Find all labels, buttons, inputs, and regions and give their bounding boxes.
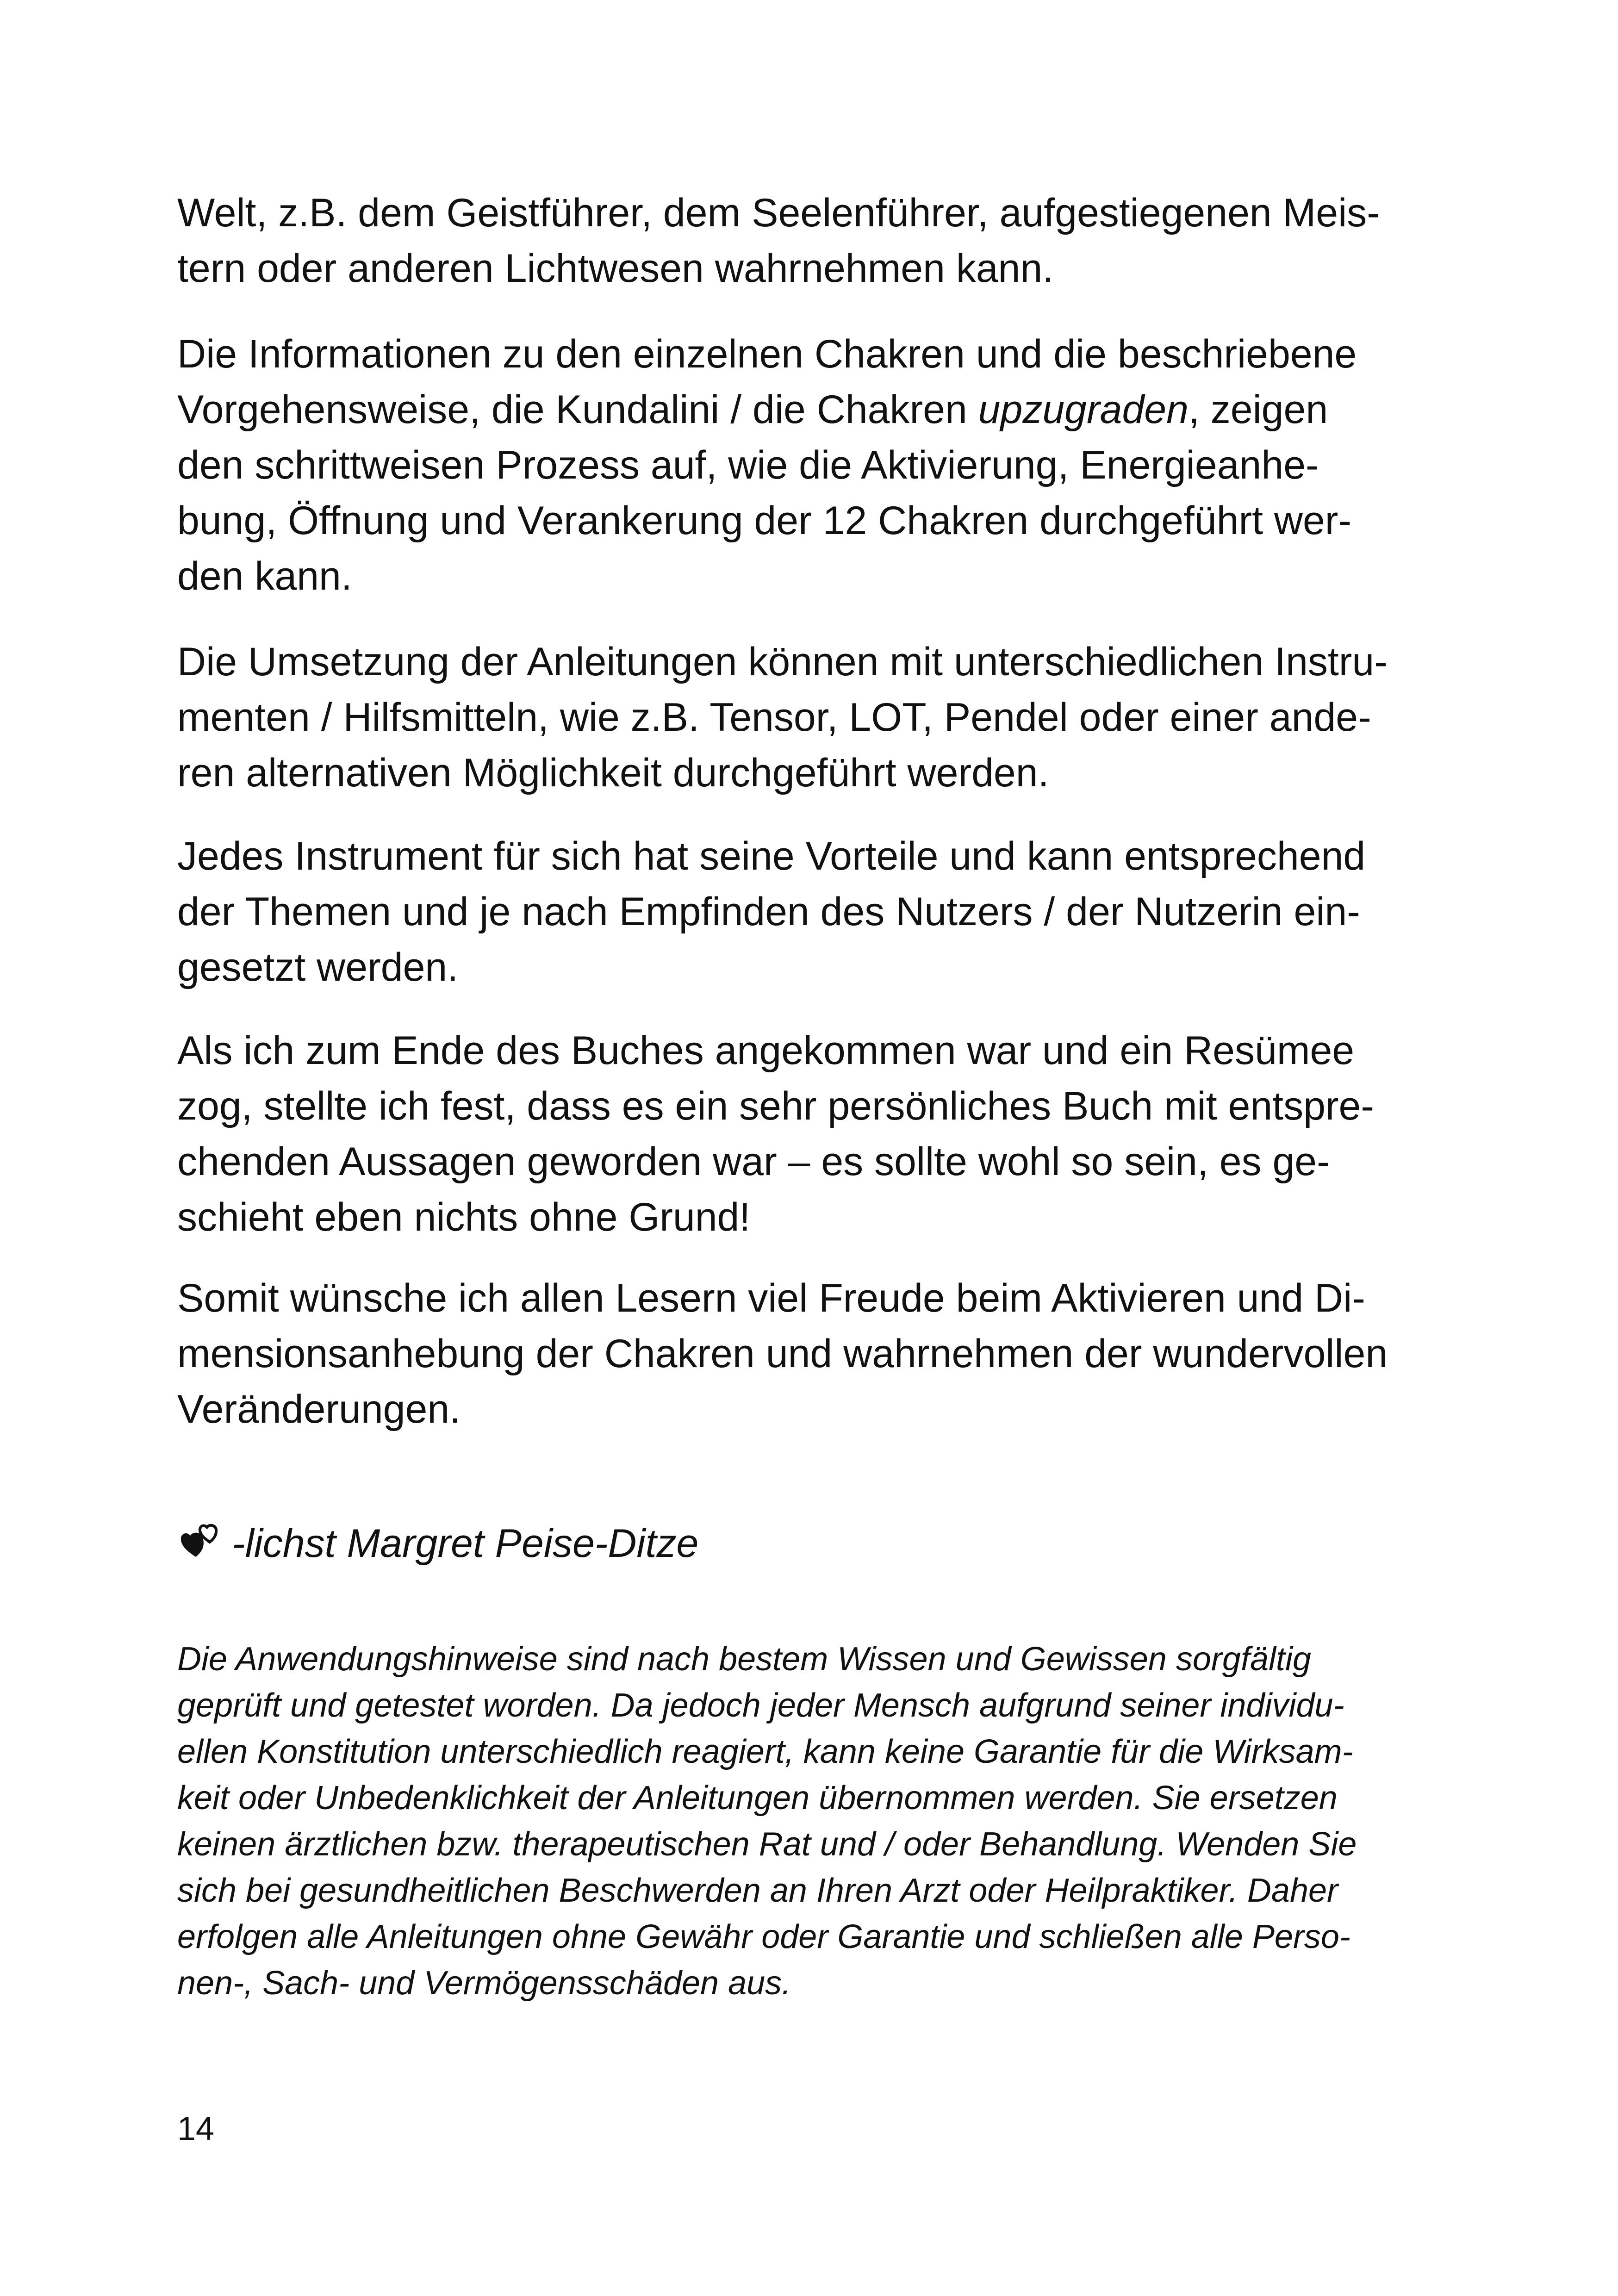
paragraph-2-line-2	[177, 382, 1328, 437]
page-number: 14	[177, 2110, 215, 2147]
paragraph-5-line-1: Als ich zum Ende des Buches angekommen war und ein Resümee	[177, 1028, 1355, 1073]
paragraph-5-line-3: chenden Aussagen geworden war – es sollte wohl so sein, es ge-	[177, 1139, 1330, 1184]
paragraph-4-line-2: der Themen und je nach Empfinden des Nutzers / der Nutzerin ein-	[177, 890, 1360, 934]
paragraph-2-line-2-end: , zeigen	[1188, 387, 1328, 432]
signature-text: -lichst Margret Peise-Ditze	[232, 1521, 699, 1566]
disclaimer-line-4: keit oder Unbedenklichkeit der Anleitungen übernommen werden. Sie ersetzen	[177, 1780, 1338, 1817]
paragraph-4-line-3: gesetzt werden.	[177, 945, 459, 989]
disclaimer-line-5: keinen ärztlichen bzw. therapeutischen Rat und / oder Behandlung. Wenden Sie	[177, 1826, 1357, 1863]
paragraph-4-line-1: Jedes Instrument für sich hat seine Vorteile und kann entsprechend	[177, 834, 1366, 878]
signature	[177, 1513, 698, 1574]
disclaimer-line-1: Die Anwendungshinweise sind nach bestem Wissen und Gewissen sorgfältig	[177, 1641, 1312, 1678]
disclaimer-line-3: ellen Konstitution unterschiedlich reagiert, kann keine Garantie für die Wirksam-	[177, 1733, 1353, 1770]
paragraph-6-line-2: mensionsanhebung der Chakren und wahrnehmen der wundervollen	[177, 1332, 1388, 1376]
paragraph-3-line-1: Die Umsetzung der Anleitungen können mit unterschiedlichen Instru-	[177, 640, 1388, 684]
paragraph-2-line-5: den kann.	[177, 554, 352, 598]
paragraph-1-line-1: Welt, z.B. dem Geistführer, dem Seelenführer, aufgestiegenen Meis-	[177, 191, 1380, 235]
paragraph-6-line-1: Somit wünsche ich allen Lesern viel Freude beim Aktivieren und Di-	[177, 1276, 1365, 1320]
paragraph-1-line-2: tern oder anderen Lichtwesen wahrnehmen kann.	[177, 246, 1054, 291]
paragraph-2-line-3: den schrittweisen Prozess auf, wie die Aktivierung, Energieanhe-	[177, 443, 1319, 487]
paragraph-5-line-4: schieht eben nichts ohne Grund!	[177, 1195, 751, 1239]
paragraph-2-line-2-start: Vorgehensweise, die Kundalini / die Chakren	[177, 387, 978, 432]
disclaimer-line-2: geprüft und getestet worden. Da jedoch jeder Mensch aufgrund seiner individu-	[177, 1687, 1344, 1724]
disclaimer-line-7: erfolgen alle Anleitungen ohne Gewähr oder Garantie und schließen alle Perso-	[177, 1918, 1350, 1955]
paragraph-5-line-2: zog, stellte ich fest, dass es ein sehr persönliches Buch mit entspre-	[177, 1084, 1375, 1128]
paragraph-2-line-1: Die Informationen zu den einzelnen Chakren und die beschriebene	[177, 332, 1357, 376]
paragraph-3-line-3: ren alternativen Möglichkeit durchgeführt werden.	[177, 751, 1049, 795]
disclaimer-line-8: nen-, Sach- und Vermögensschäden aus.	[177, 1965, 791, 2002]
paragraph-6-line-3: Veränderungen.	[177, 1387, 461, 1431]
two-hearts-icon	[177, 1523, 224, 1564]
disclaimer-line-6: sich bei gesundheitlichen Beschwerden an Ihren Arzt oder Heilpraktiker. Daher	[177, 1872, 1338, 1909]
paragraph-2-line-4: bung, Öffnung und Verankerung der 12 Chakren durchgeführt wer-	[177, 498, 1352, 543]
paragraph-3-line-2: menten / Hilfsmitteln, wie z.B. Tensor, LOT, Pendel oder einer ande-	[177, 695, 1371, 740]
emphasis-upzugraden: upzugraden	[978, 387, 1189, 432]
